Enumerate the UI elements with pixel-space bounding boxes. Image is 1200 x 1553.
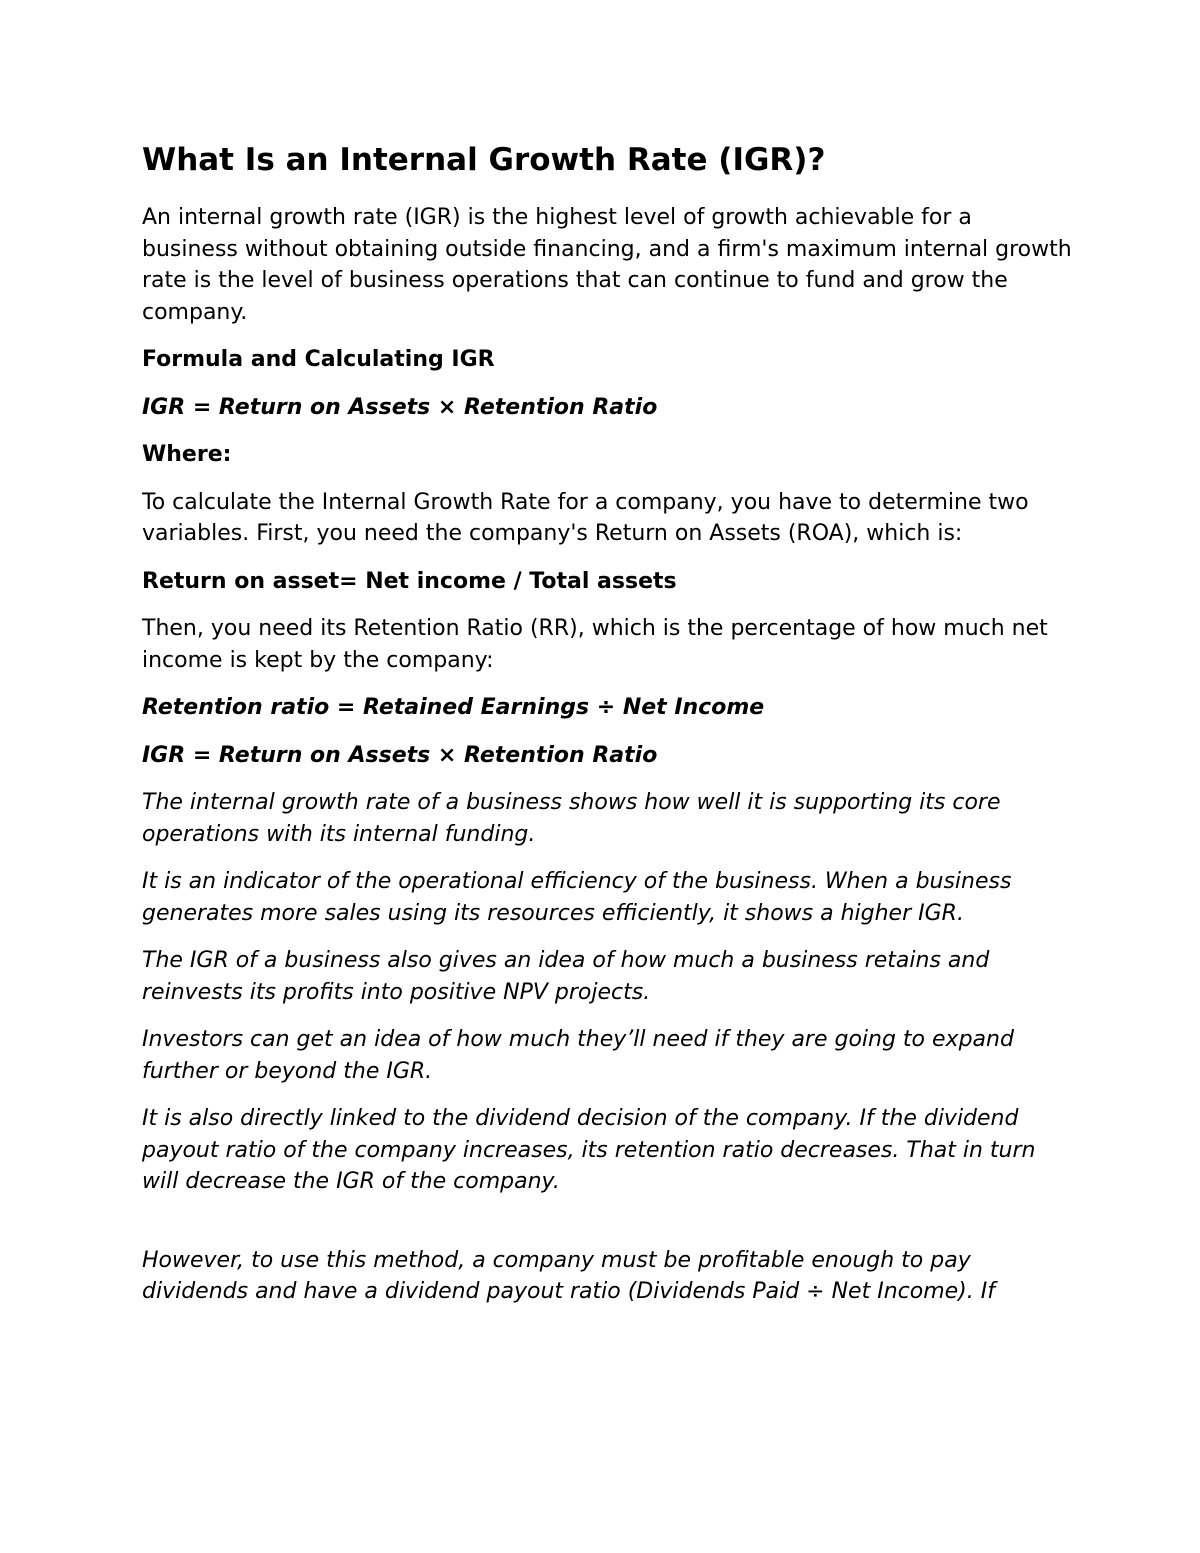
calculation-intro-paragraph: To calculate the Internal Growth Rate for a company, you have to determine two variables. First, you need the company's Return on Assets (ROA), which is: bbox=[142, 489, 1029, 546]
formula-heading: Formula and Calculating IGR bbox=[142, 347, 495, 372]
roa-formula: Return on asset= Net income / Total assets bbox=[142, 568, 677, 594]
intro-paragraph: An internal growth rate (IGR) is the highest level of growth achievable for a business without obtaining outside financing, and a firm's maximum internal growth rate is the level of business operations that can continue to fund and grow the company. bbox=[142, 205, 1072, 325]
page-title: What Is an Internal Growth Rate (IGR)? bbox=[142, 142, 826, 178]
blank-line bbox=[142, 1198, 1072, 1245]
where-label: Where: bbox=[142, 442, 232, 467]
note-paragraph: It is also directly linked to the dividend decision of the company. If the dividend payout ratio of the company increases, its retention ratio decreases. That in turn will decrease the IGR of the company. bbox=[142, 1106, 1036, 1194]
retention-ratio-formula: Retention ratio = Retained Earnings ÷ Net Income bbox=[142, 695, 765, 720]
document-page bbox=[142, 140, 1072, 1308]
note-paragraph: The internal growth rate of a business shows how well it is supporting its core operations with its internal funding. bbox=[142, 790, 1001, 847]
note-paragraph: It is an indicator of the operational efficiency of the business. When a business generates more sales using its resources efficiently, it shows a higher IGR. bbox=[142, 869, 1012, 926]
igr-formula: IGR = Return on Assets × Retention Ratio bbox=[142, 394, 658, 420]
note-paragraph: The IGR of a business also gives an idea of how much a business retains and reinvests its profits into positive NPV projects. bbox=[142, 948, 990, 1005]
closing-paragraph: However, to use this method, a company must be profitable enough to pay dividends and have a dividend payout ratio (Dividends Paid ÷ Net Income). If bbox=[142, 1247, 995, 1304]
note-paragraph: Investors can get an idea of how much they’ll need if they are going to expand further or beyond the IGR. bbox=[142, 1027, 1014, 1084]
igr-formula-repeat: IGR = Return on Assets × Retention Ratio bbox=[142, 742, 658, 768]
retention-ratio-intro-paragraph: Then, you need its Retention Ratio (RR), which is the percentage of how much net income is kept by the company: bbox=[142, 616, 1048, 673]
